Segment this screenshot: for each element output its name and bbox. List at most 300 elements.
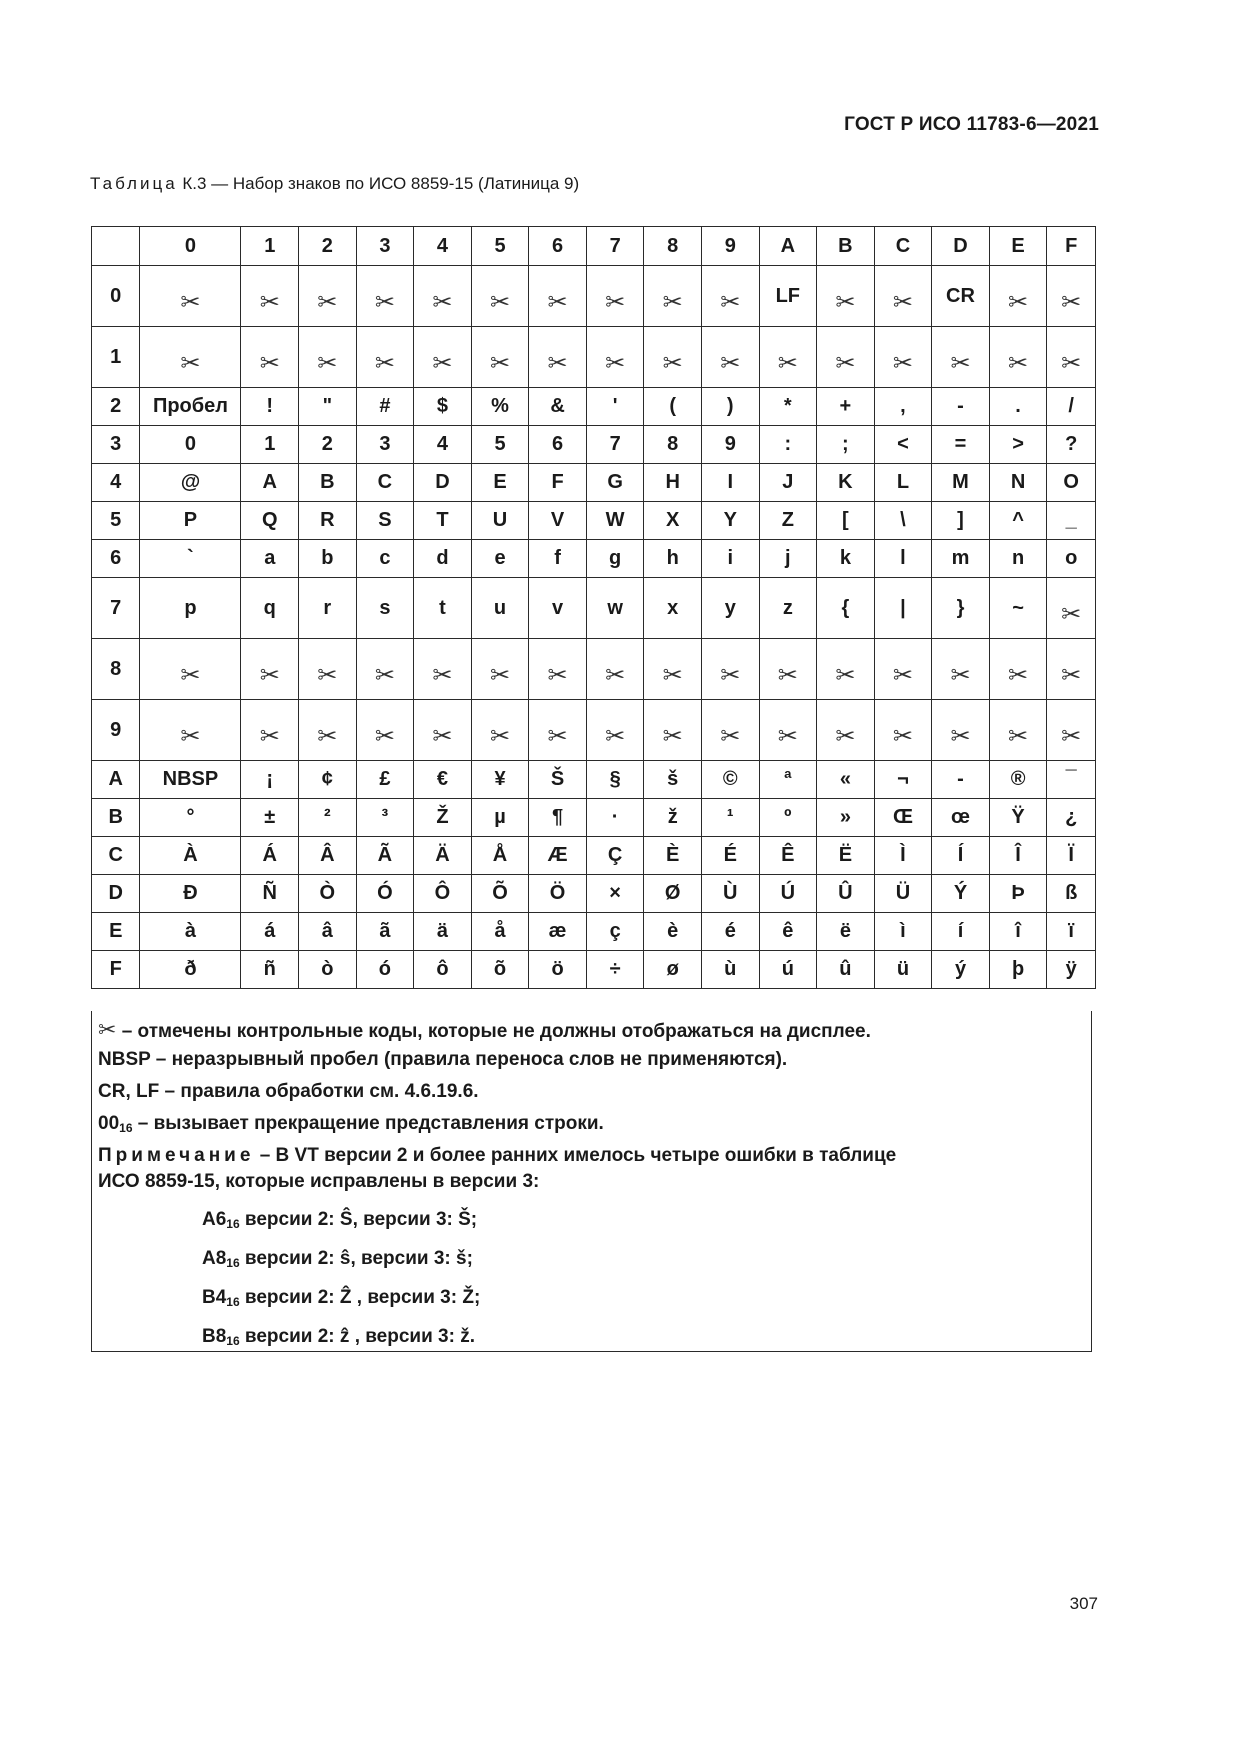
control-code-cell <box>586 639 644 700</box>
char-cell: v <box>529 578 587 639</box>
char-cell: E <box>471 464 529 502</box>
scissors-icon: ✂ <box>547 661 568 689</box>
char-cell: > <box>989 426 1047 464</box>
char-cell: Ù <box>701 875 759 913</box>
scissors-icon: ✂ <box>662 288 683 316</box>
column-header: 7 <box>586 227 644 266</box>
scissors-icon: ✂ <box>489 661 511 689</box>
char-cell: b <box>299 540 357 578</box>
char-cell: d <box>414 540 472 578</box>
char-cell: ú <box>759 951 817 989</box>
char-cell: ž <box>644 799 702 837</box>
control-code-cell <box>471 327 529 388</box>
column-header: F <box>1047 227 1096 266</box>
table-row <box>92 327 1096 388</box>
char-cell: ¥ <box>471 761 529 799</box>
scissors-icon: ✂ <box>662 349 683 377</box>
char-cell: à <box>140 913 241 951</box>
char-cell: t <box>414 578 472 639</box>
char-cell: £ <box>356 761 414 799</box>
char-cell: - <box>932 388 990 426</box>
control-code-cell <box>1047 266 1096 327</box>
control-code-cell <box>874 700 932 761</box>
legend-note: Примечание – В VT версии 2 и более ранних имелось четыре ошибки в таблице <box>98 1145 897 1166</box>
control-code-cell <box>1047 700 1096 761</box>
row-header: 4 <box>92 464 140 502</box>
char-cell: 3 <box>356 426 414 464</box>
char-cell: I <box>701 464 759 502</box>
char-cell: ö <box>529 951 587 989</box>
scissors-icon: ✂ <box>1061 349 1082 377</box>
scissors-icon: ✂ <box>777 661 798 689</box>
control-code-cell <box>1047 327 1096 388</box>
table-row <box>92 761 1096 799</box>
scissors-icon: ✂ <box>547 349 568 377</box>
char-cell: ù <box>701 951 759 989</box>
char-cell: Ä <box>414 837 472 875</box>
char-cell: LF <box>759 266 817 327</box>
char-cell: # <box>356 388 414 426</box>
char-cell: @ <box>140 464 241 502</box>
table-row <box>92 388 1096 426</box>
table-row <box>92 951 1096 989</box>
char-cell: Z <box>759 502 817 540</box>
scissors-icon: ✂ <box>720 661 741 689</box>
char-cell: ß <box>1047 875 1096 913</box>
char-cell: ò <box>299 951 357 989</box>
char-cell: 2 <box>299 426 357 464</box>
char-cell: o <box>1047 540 1096 578</box>
scissors-icon: ✂ <box>489 349 511 377</box>
row-header: F <box>92 951 140 989</box>
char-cell: Ç <box>586 837 644 875</box>
char-cell: É <box>701 837 759 875</box>
char-cell: _ <box>1047 502 1096 540</box>
char-cell: Ñ <box>241 875 299 913</box>
table-caption <box>90 174 579 194</box>
control-code-cell <box>414 700 472 761</box>
corner-cell <box>92 227 140 266</box>
char-cell: Ê <box>759 837 817 875</box>
char-cell: Œ <box>874 799 932 837</box>
control-code-cell <box>759 639 817 700</box>
char-cell: í <box>932 913 990 951</box>
control-code-cell <box>644 327 702 388</box>
column-header: 0 <box>140 227 241 266</box>
char-cell: ¿ <box>1047 799 1096 837</box>
char-cell: i <box>701 540 759 578</box>
char-cell: l <box>874 540 932 578</box>
char-cell: R <box>299 502 357 540</box>
char-cell: µ <box>471 799 529 837</box>
char-cell: U <box>471 502 529 540</box>
char-cell: ô <box>414 951 472 989</box>
char-cell: Î <box>989 837 1047 875</box>
char-cell: œ <box>932 799 990 837</box>
scissors-icon: ✂ <box>950 349 971 377</box>
char-cell: , <box>874 388 932 426</box>
control-code-cell <box>989 700 1047 761</box>
char-cell: Ï <box>1047 837 1096 875</box>
control-code-cell <box>586 700 644 761</box>
control-code-cell <box>356 327 414 388</box>
char-cell: è <box>644 913 702 951</box>
control-code-cell <box>701 639 759 700</box>
row-header: D <box>92 875 140 913</box>
char-cell: % <box>471 388 529 426</box>
char-cell: $ <box>414 388 472 426</box>
control-code-cell <box>140 639 241 700</box>
control-code-cell <box>644 700 702 761</box>
char-cell: \ <box>874 502 932 540</box>
column-header: D <box>932 227 990 266</box>
control-code-cell <box>471 266 529 327</box>
char-cell: ¡ <box>241 761 299 799</box>
scissors-icon: ✂ <box>259 722 280 750</box>
table-row <box>92 502 1096 540</box>
control-code-cell <box>356 639 414 700</box>
control-code-cell <box>874 639 932 700</box>
control-code-cell <box>932 639 990 700</box>
control-code-cell <box>241 700 299 761</box>
char-cell: s <box>356 578 414 639</box>
table-row <box>92 700 1096 761</box>
control-code-cell <box>241 266 299 327</box>
char-cell: M <box>932 464 990 502</box>
char-cell: j <box>759 540 817 578</box>
table-caption-label: Таблица <box>90 174 178 193</box>
char-cell: ² <box>299 799 357 837</box>
char-cell: ^ <box>989 502 1047 540</box>
char-cell: H <box>644 464 702 502</box>
control-code-cell <box>299 639 357 700</box>
control-code-cell <box>701 327 759 388</box>
scissors-icon: ✂ <box>950 722 971 750</box>
char-cell: Â <box>299 837 357 875</box>
control-code-cell <box>529 700 587 761</box>
char-cell: A <box>241 464 299 502</box>
char-cell: p <box>140 578 241 639</box>
scissors-icon: ✂ <box>489 288 511 316</box>
column-header: 3 <box>356 227 414 266</box>
char-cell: î <box>989 913 1047 951</box>
char-cell: 9 <box>701 426 759 464</box>
char-cell: g <box>586 540 644 578</box>
char-cell: r <box>299 578 357 639</box>
char-cell: Û <box>817 875 875 913</box>
column-header: A <box>759 227 817 266</box>
char-cell: w <box>586 578 644 639</box>
row-header: E <box>92 913 140 951</box>
char-cell: < <box>874 426 932 464</box>
char-cell: š <box>644 761 702 799</box>
scissors-icon: ✂ <box>892 288 913 316</box>
scissors-icon: ✂ <box>950 661 971 689</box>
char-cell: È <box>644 837 702 875</box>
scissors-icon: ✂ <box>432 661 453 689</box>
char-cell: é <box>701 913 759 951</box>
char-cell: n <box>989 540 1047 578</box>
scissors-icon: ✂ <box>374 722 395 750</box>
legend-cr-lf: CR, LF – правила обработки см. 4.6.19.6. <box>98 1081 479 1102</box>
scissors-icon: ✂ <box>605 722 626 750</box>
char-cell: q <box>241 578 299 639</box>
char-cell: D <box>414 464 472 502</box>
control-code-cell <box>586 327 644 388</box>
control-code-cell <box>529 266 587 327</box>
table-row <box>92 266 1096 327</box>
char-cell: W <box>586 502 644 540</box>
char-cell: æ <box>529 913 587 951</box>
table-row <box>92 540 1096 578</box>
char-cell: Ð <box>140 875 241 913</box>
control-code-cell <box>874 327 932 388</box>
scissors-icon: ✂ <box>259 349 280 377</box>
scissors-icon: ✂ <box>317 722 338 750</box>
char-cell: Þ <box>989 875 1047 913</box>
scissors-icon: ✂ <box>180 349 201 377</box>
char-cell: · <box>586 799 644 837</box>
scissors-icon: ✂ <box>1008 661 1029 689</box>
legend-fix: $A6_{16}$ версии 2: Ŝ, версии 3: Š; <box>202 1209 478 1231</box>
control-code-cell <box>299 327 357 388</box>
scissors-icon: ✂ <box>374 661 395 689</box>
scissors-icon: ✂ <box>1061 600 1082 628</box>
control-code-cell <box>414 639 472 700</box>
scissors-icon: ✂ <box>720 349 741 377</box>
char-cell: K <box>817 464 875 502</box>
scissors-icon: ✂ <box>374 288 395 316</box>
char-cell: Å <box>471 837 529 875</box>
row-header: 9 <box>92 700 140 761</box>
control-code-cell <box>989 639 1047 700</box>
document-header: ГОСТ Р ИСО 11783-6—2021 <box>844 114 1099 135</box>
char-cell: © <box>701 761 759 799</box>
char-cell: ü <box>874 951 932 989</box>
control-code-cell <box>932 700 990 761</box>
char-cell: O <box>1047 464 1096 502</box>
char-cell: ® <box>989 761 1047 799</box>
row-header: 3 <box>92 426 140 464</box>
control-code-cell <box>817 700 875 761</box>
scissors-icon: ✂ <box>180 722 201 750</box>
char-cell: ` <box>140 540 241 578</box>
char-cell: ä <box>414 913 472 951</box>
char-cell: Ö <box>529 875 587 913</box>
char-cell: þ <box>989 951 1047 989</box>
control-code-cell <box>414 327 472 388</box>
char-cell: Æ <box>529 837 587 875</box>
table-row <box>92 578 1096 639</box>
table-row <box>92 875 1096 913</box>
char-cell: Á <box>241 837 299 875</box>
table-legend <box>91 1011 1092 1352</box>
char-cell: L <box>874 464 932 502</box>
row-header: 6 <box>92 540 140 578</box>
char-cell: Ž <box>414 799 472 837</box>
table-row <box>92 426 1096 464</box>
char-cell: ¬ <box>874 761 932 799</box>
char-cell: 7 <box>586 426 644 464</box>
char-cell: ? <box>1047 426 1096 464</box>
column-header: 1 <box>241 227 299 266</box>
char-cell: f <box>529 540 587 578</box>
control-code-cell <box>586 266 644 327</box>
scissors-icon: ✂ <box>835 722 856 750</box>
char-cell: e <box>471 540 529 578</box>
char-cell: ] <box>932 502 990 540</box>
char-cell: ð <box>140 951 241 989</box>
control-code-cell <box>299 266 357 327</box>
char-cell: S <box>356 502 414 540</box>
control-code-cell <box>529 327 587 388</box>
char-cell: 5 <box>471 426 529 464</box>
char-cell: ; <box>817 426 875 464</box>
scissors-icon: ✂ <box>317 349 338 377</box>
column-header: C <box>874 227 932 266</box>
scissors-icon: ✂ <box>777 722 798 750</box>
column-header: 9 <box>701 227 759 266</box>
char-cell: } <box>932 578 990 639</box>
table-row <box>92 639 1096 700</box>
char-cell: ó <box>356 951 414 989</box>
control-code-cell <box>817 327 875 388</box>
control-code-cell <box>1047 578 1096 639</box>
char-cell: ç <box>586 913 644 951</box>
row-header: 8 <box>92 639 140 700</box>
char-cell: B <box>299 464 357 502</box>
scissors-icon: ✂ <box>547 288 568 316</box>
char-cell: ê <box>759 913 817 951</box>
column-header: B <box>817 227 875 266</box>
control-code-cell <box>644 266 702 327</box>
column-header: 8 <box>644 227 702 266</box>
char-cell: 1 <box>241 426 299 464</box>
row-header: 5 <box>92 502 140 540</box>
char-cell: ± <box>241 799 299 837</box>
legend-note-line2: ИСО 8859-15, которые исправлены в версии 3: <box>98 1171 540 1192</box>
char-cell: F <box>529 464 587 502</box>
scissors-icon: ✂ <box>374 349 395 377</box>
char-cell: NBSP <box>140 761 241 799</box>
char-cell: X <box>644 502 702 540</box>
scissors-icon: ✂ <box>547 722 568 750</box>
scissors-icon: ✂ <box>317 661 338 689</box>
page-number: 307 <box>1069 1594 1098 1613</box>
scissors-icon: ✂ <box>605 349 626 377</box>
scissors-icon: ✂ <box>489 722 511 750</box>
scissors-icon: ✂ <box>317 288 338 316</box>
char-cell: h <box>644 540 702 578</box>
scissors-icon: ✂ <box>98 1017 117 1042</box>
char-cell: â <box>299 913 357 951</box>
control-code-cell <box>759 700 817 761</box>
legend-control-codes: ✂ – отмечены контрольные коды, которые не должны отображаться на дисплее. <box>98 1017 871 1042</box>
control-code-cell <box>529 639 587 700</box>
row-header: 7 <box>92 578 140 639</box>
char-cell: Ã <box>356 837 414 875</box>
char-cell: Q <box>241 502 299 540</box>
scissors-icon: ✂ <box>720 288 741 316</box>
row-header: B <box>92 799 140 837</box>
char-cell: Ô <box>414 875 472 913</box>
charset-table <box>91 226 1096 989</box>
char-cell: z <box>759 578 817 639</box>
char-cell: ý <box>932 951 990 989</box>
char-cell: G <box>586 464 644 502</box>
char-cell: Ì <box>874 837 932 875</box>
char-cell: 8 <box>644 426 702 464</box>
scissors-icon: ✂ <box>1008 349 1029 377</box>
char-cell: ã <box>356 913 414 951</box>
table-row <box>92 464 1096 502</box>
char-cell: × <box>586 875 644 913</box>
char-cell: . <box>989 388 1047 426</box>
row-header: 0 <box>92 266 140 327</box>
char-cell: ° <box>140 799 241 837</box>
char-cell: x <box>644 578 702 639</box>
control-code-cell <box>1047 639 1096 700</box>
scissors-icon: ✂ <box>1061 288 1082 316</box>
control-code-cell <box>471 639 529 700</box>
control-code-cell <box>932 327 990 388</box>
table-row <box>92 837 1096 875</box>
scissors-icon: ✂ <box>432 722 453 750</box>
control-code-cell <box>241 639 299 700</box>
char-cell: » <box>817 799 875 837</box>
control-code-cell <box>471 700 529 761</box>
control-code-cell <box>299 700 357 761</box>
char-cell: Ü <box>874 875 932 913</box>
char-cell: ÷ <box>586 951 644 989</box>
control-code-cell <box>356 266 414 327</box>
scissors-icon: ✂ <box>892 661 913 689</box>
char-cell: ÿ <box>1047 951 1096 989</box>
char-cell: - <box>932 761 990 799</box>
char-cell: ø <box>644 951 702 989</box>
control-code-cell <box>644 639 702 700</box>
char-cell: J <box>759 464 817 502</box>
char-cell: û <box>817 951 875 989</box>
scissors-icon: ✂ <box>605 288 626 316</box>
char-cell: º <box>759 799 817 837</box>
scissors-icon: ✂ <box>835 288 856 316</box>
char-cell: : <box>759 426 817 464</box>
char-cell: Š <box>529 761 587 799</box>
char-cell: Y <box>701 502 759 540</box>
table-row <box>92 799 1096 837</box>
char-cell: & <box>529 388 587 426</box>
control-code-cell <box>140 266 241 327</box>
char-cell: Ú <box>759 875 817 913</box>
char-cell: Í <box>932 837 990 875</box>
row-header: 1 <box>92 327 140 388</box>
table-row <box>92 913 1096 951</box>
char-cell: « <box>817 761 875 799</box>
char-cell: * <box>759 388 817 426</box>
char-cell: " <box>299 388 357 426</box>
scissors-icon: ✂ <box>892 349 913 377</box>
char-cell: = <box>932 426 990 464</box>
char-cell: y <box>701 578 759 639</box>
control-code-cell <box>701 266 759 327</box>
legend-fix: $B4_{16}$ версии 2: Ẑ , версии 3: Ž; <box>202 1287 481 1309</box>
control-code-cell <box>759 327 817 388</box>
scissors-icon: ✂ <box>605 661 626 689</box>
scissors-icon: ✂ <box>835 349 856 377</box>
table-caption-text: К.3 — Набор знаков по ИСО 8859-15 (Латиница 9) <box>177 174 580 193</box>
column-header: 6 <box>529 227 587 266</box>
